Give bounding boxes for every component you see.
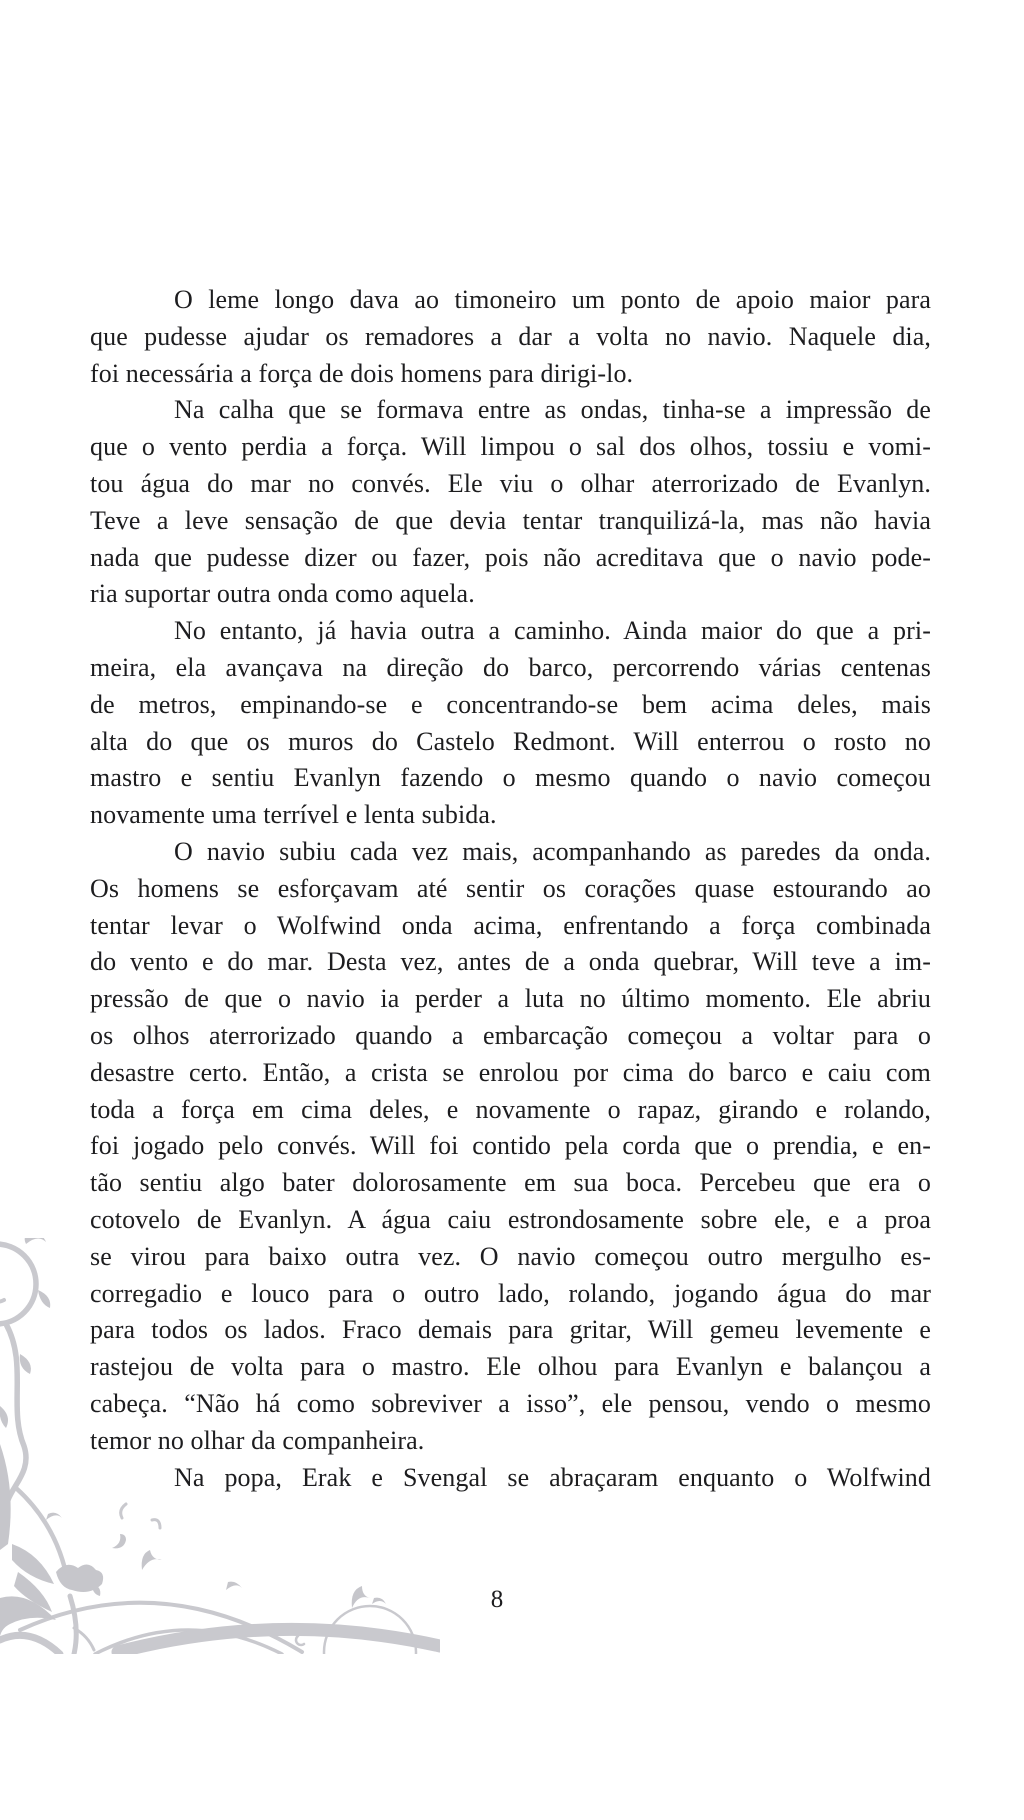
paragraph	[90, 1460, 931, 1497]
text-line: meira, ela avançava na direção do barco, percorrendo várias centenas	[90, 652, 931, 682]
body-text	[90, 282, 931, 1496]
text-line: rastejou de volta para o mastro. Ele olhou para Evanlyn e balançou a	[90, 1352, 931, 1382]
text-line: que pudesse ajudar os remadores a dar a volta no navio. Naquele dia,	[90, 321, 931, 351]
text-line: desastre certo. Então, a crista se enrolou por cima do barco e caiu com	[90, 1057, 931, 1087]
text-line: foi necessária a força de dois homens para dirigi-lo.	[90, 358, 634, 388]
text-line: cabeça. “Não há como sobreviver a isso”, ele pensou, vendo o mesmo	[90, 1388, 931, 1418]
text-line: cotovelo de Evanlyn. A água caiu estrondosamente sobre ele, e a proa	[90, 1204, 931, 1234]
text-line: de metros, empinando-se e concentrando-se bem acima deles, mais	[90, 689, 931, 719]
text-line: temor no olhar da companheira.	[90, 1425, 425, 1455]
text-line: novamente uma terrível e lenta subida.	[90, 800, 497, 830]
page-number: 8	[490, 1586, 504, 1613]
paragraph	[90, 282, 931, 392]
text-line: toda a força em cima deles, e novamente o rapaz, girando e rolando,	[90, 1094, 931, 1124]
text-line: Na calha que se formava entre as ondas, tinha-se a impressão de	[174, 395, 931, 425]
text-line: pressão de que o navio ia perder a luta no último momento. Ele abriu	[90, 984, 931, 1014]
text-line: alta do que os muros do Castelo Redmont. Will enterrou o rosto no	[90, 726, 931, 756]
text-line: tão sentiu algo bater dolorosamente em sua boca. Percebeu que era o	[90, 1168, 931, 1198]
paragraph	[90, 613, 931, 834]
text-line: O navio subiu cada vez mais, acompanhando as paredes da onda.	[174, 836, 931, 866]
text-line: nada que pudesse dizer ou fazer, pois não acreditava que o navio pode-	[90, 542, 931, 572]
paragraph	[90, 834, 931, 1460]
text-line: para todos os lados. Fraco demais para gritar, Will gemeu levemente e	[90, 1315, 931, 1345]
text-line: tou água do mar no convés. Ele viu o olhar aterrorizado de Evanlyn.	[90, 468, 931, 498]
text-line: se virou para baixo outra vez. O navio começou outro mergulho es-	[90, 1241, 931, 1271]
text-line: que o vento perdia a força. Will limpou o sal dos olhos, tossiu e vomi-	[90, 432, 931, 462]
text-line: foi jogado pelo convés. Will foi contido pela corda que o prendia, e en-	[90, 1131, 931, 1161]
text-line: O leme longo dava ao timoneiro um ponto de apoio maior para	[174, 285, 931, 314]
paragraph	[90, 392, 931, 613]
text-line: ria suportar outra onda como aquela.	[90, 579, 475, 609]
text-line: mastro e sentiu Evanlyn fazendo o mesmo quando o navio começou	[90, 763, 931, 793]
text-line: tentar levar o Wolfwind onda acima, enfrentando a força combinada	[90, 910, 931, 940]
text-line: os olhos aterrorizado quando a embarcação começou a voltar para o	[90, 1020, 931, 1050]
text-line: Os homens se esforçavam até sentir os corações quase estourando ao	[90, 873, 931, 903]
text-line: Na popa, Erak e Svengal se abraçaram enquanto o Wolfwind	[174, 1462, 931, 1492]
text-line: do vento e do mar. Desta vez, antes de a onda quebrar, Will teve a im-	[90, 947, 931, 977]
text-line: Teve a leve sensação de que devia tentar tranquilizá-la, mas não havia	[90, 505, 931, 535]
text-line: corregadio e louco para o outro lado, rolando, jogando água do mar	[90, 1278, 931, 1308]
text-line: No entanto, já havia outra a caminho. Ainda maior do que a pri-	[174, 616, 931, 646]
